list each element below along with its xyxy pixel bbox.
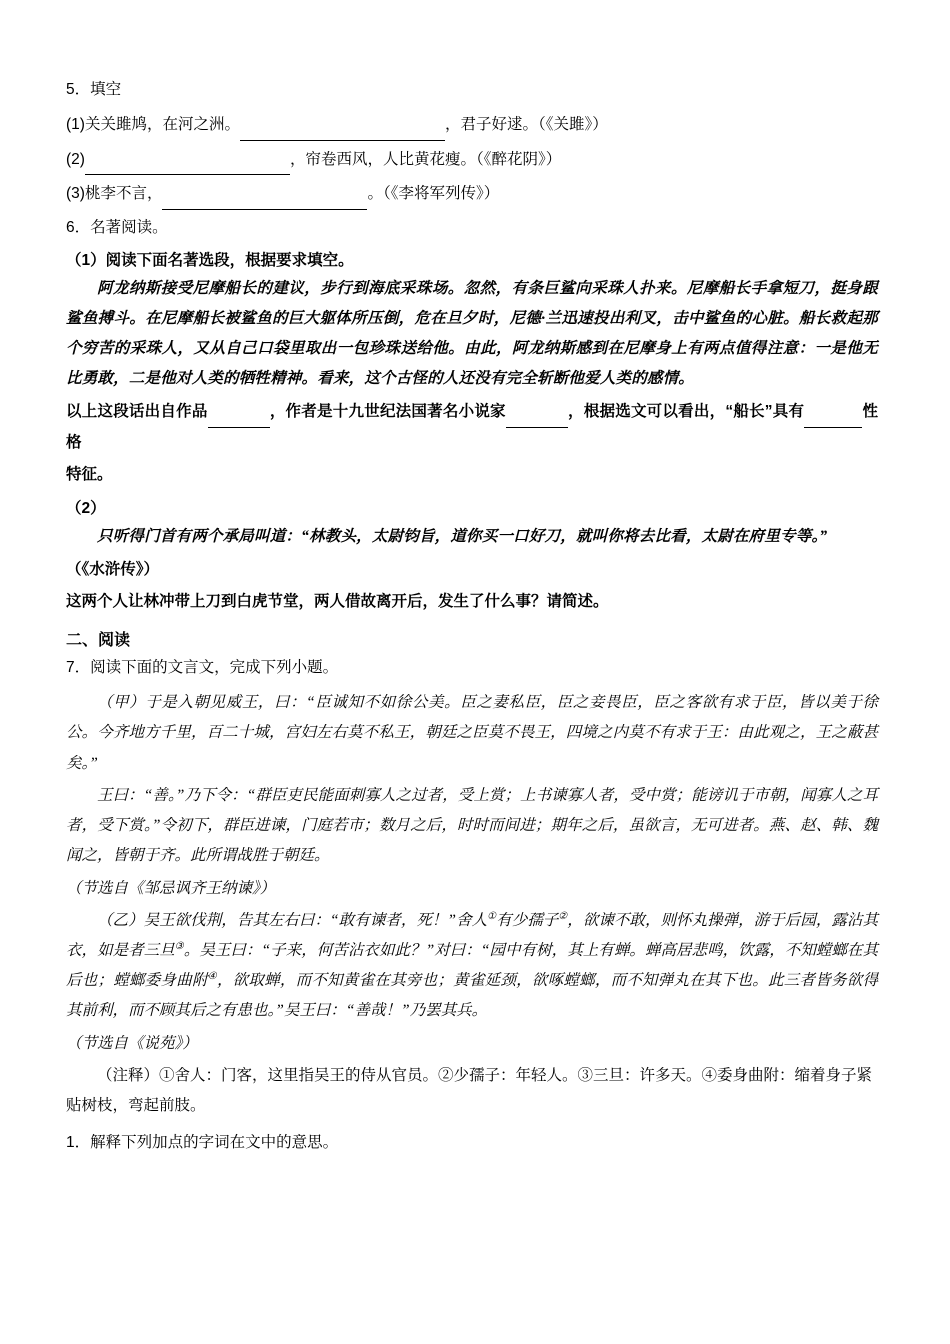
question-7-yi-paragraph-1: （乙）吴王欲伐荆，告其左右曰：“敢有谏者，死！”舍人①有少孺子②，欲谏不敢，则怀丸操弹，游于后园，露沾其衣，如是者三旦③。吴王曰：“子来，何苦沾衣如此？”对曰：“园中有树，其上有蝉。蝉高居悲鸣，饮露，不知螳螂在其后也；螳螂委身曲附④，欲取蝉，而不知黄雀在其旁也；黄雀延颈，欲啄螳螂，而不知弹丸在其下也。此三者皆务欲得其前利，而不顾其后之有患也。”吴王曰：“善哉！”乃罢其兵。: [66, 910, 878, 1020]
question-6-fill-line: [66, 397, 878, 458]
question-5-item-3: [66, 179, 878, 209]
question-6-fill-line-2: 特征。: [66, 466, 113, 484]
question-5-title: 填空: [90, 81, 122, 98]
note-marker-1: ①: [487, 910, 497, 922]
question-7-heading: [66, 656, 878, 679]
question-5-item-1: [66, 110, 878, 140]
question-6-heading: [66, 216, 878, 239]
q6-fill-suffix-1: 性格: [66, 402, 878, 451]
question-7-yi-source: （节选自《说苑》）: [66, 1034, 198, 1052]
question-7-notes: （注释）①舍人：门客，这里指吴王的侍从官员。②少孺子：年轻人。③三旦：许多天。④委身曲附：缩着身子紧贴树枝，弯起前肢。: [66, 1066, 873, 1115]
question-6-passage-1: 阿龙纳斯接受尼摩船长的建议，步行到海底采珠场。忽然，有条巨鲨向采珠人扑来。尼摩船长手拿短刀，挺身跟鲨鱼搏斗。在尼摩船长被鲨鱼的巨大躯体所压倒，危在旦夕时，尼德·兰迅速投出利叉，击中鲨鱼的心脏。船长救起那个穷苦的采珠人，又从自己口袋里取出一包珍珠送给他。由此，阿龙纳斯感到在尼摩身上有两点值得注意：一是他无比勇敢，二是他对人类的牺牲精神。看来，这个古怪的人还没有完全斩断他爱人类的感情。: [66, 279, 878, 388]
question-5-item-2: [66, 145, 878, 175]
question-7-sub-1: 1．解释下列加点的字词在文中的意思。: [66, 1134, 339, 1152]
question-7-jia-paragraph-1: （甲）于是入朝见威王，曰：“臣诚知不如徐公美。臣之妻私臣，臣之妾畏臣，臣之客欲有求于臣，皆以美于徐公。今齐地方千里，百二十城，宫妇左右莫不私王，朝廷之臣莫不畏王，四境之内莫不有求于王：由此观之，王之蔽甚矣。”: [66, 694, 878, 772]
question-6-number: 6．: [66, 218, 91, 236]
question-6-sub1-label: （1）阅读下面名著选段，根据要求填空。: [66, 251, 354, 269]
note-marker-4: ④: [207, 971, 217, 983]
fill-blank[interactable]: [162, 179, 367, 209]
fill-blank[interactable]: [85, 145, 290, 175]
fill-blank[interactable]: [804, 397, 862, 428]
note-marker-2: ②: [558, 910, 568, 922]
q6-fill-prefix-3: ，根据选文可以看出，“船长”具有: [567, 402, 805, 420]
q6-fill-prefix-2: ，作者是十九世纪法国著名小说家: [269, 402, 506, 420]
fill-blank[interactable]: [506, 397, 568, 428]
q5-item3-prefix: (3)桃李不言，: [66, 185, 163, 203]
question-6-passage-2-source: （《水浒传》）: [66, 560, 160, 578]
q5-item2-suffix: ，帘卷西风，人比黄花瘦。（《醉花阴》）: [289, 150, 562, 168]
question-6-passage-2: 只听得门首有两个承局叫道：“林教头，太尉钧旨，道你买一口好刀，就叫你将去比看，太尉在府里专等。”: [97, 528, 828, 546]
question-5-heading: [66, 78, 878, 101]
question-5-number: 5．: [66, 81, 91, 98]
question-6-sub2-label: （2）: [66, 500, 106, 518]
q5-item2-prefix: (2): [66, 150, 85, 168]
section-2-heading: 二、阅读: [66, 632, 131, 649]
question-7-number: 7．: [66, 659, 91, 676]
question-6-question-2: 这两个人让林冲带上刀到白虎节堂，两人借故离开后，发生了什么事？请简述。: [66, 592, 609, 610]
q5-item3-suffix: 。（《李将军列传》）: [367, 185, 500, 203]
fill-blank[interactable]: [240, 110, 445, 140]
q6-fill-prefix-1: 以上这段话出自作品: [66, 402, 208, 420]
question-6-title: 名著阅读。: [90, 218, 168, 236]
q5-item1-prefix: (1)关关雎鸠，在河之洲。: [66, 116, 240, 134]
question-7-jia-source: （节选自《邹忌讽齐王纳谏》）: [66, 879, 276, 897]
note-marker-3: ③: [174, 940, 184, 952]
question-7-jia-paragraph-2: 王曰：“善。”乃下令：“群臣吏民能面刺寡人之过者，受上赏；上书谏寡人者，受中赏；能谤讥于市朝，闻寡人之耳者，受下赏。”令初下，群臣进谏，门庭若市；数月之后，时时而间进；期年之后，虽欲言，无可进者。燕、赵、韩、魏闻之，皆朝于齐。此所谓战胜于朝廷。: [66, 786, 878, 865]
question-7-title: 阅读下面的文言文，完成下列小题。: [90, 659, 339, 676]
fill-blank[interactable]: [208, 397, 270, 428]
q5-item1-suffix: ，君子好逑。（《关雎》）: [444, 116, 608, 134]
